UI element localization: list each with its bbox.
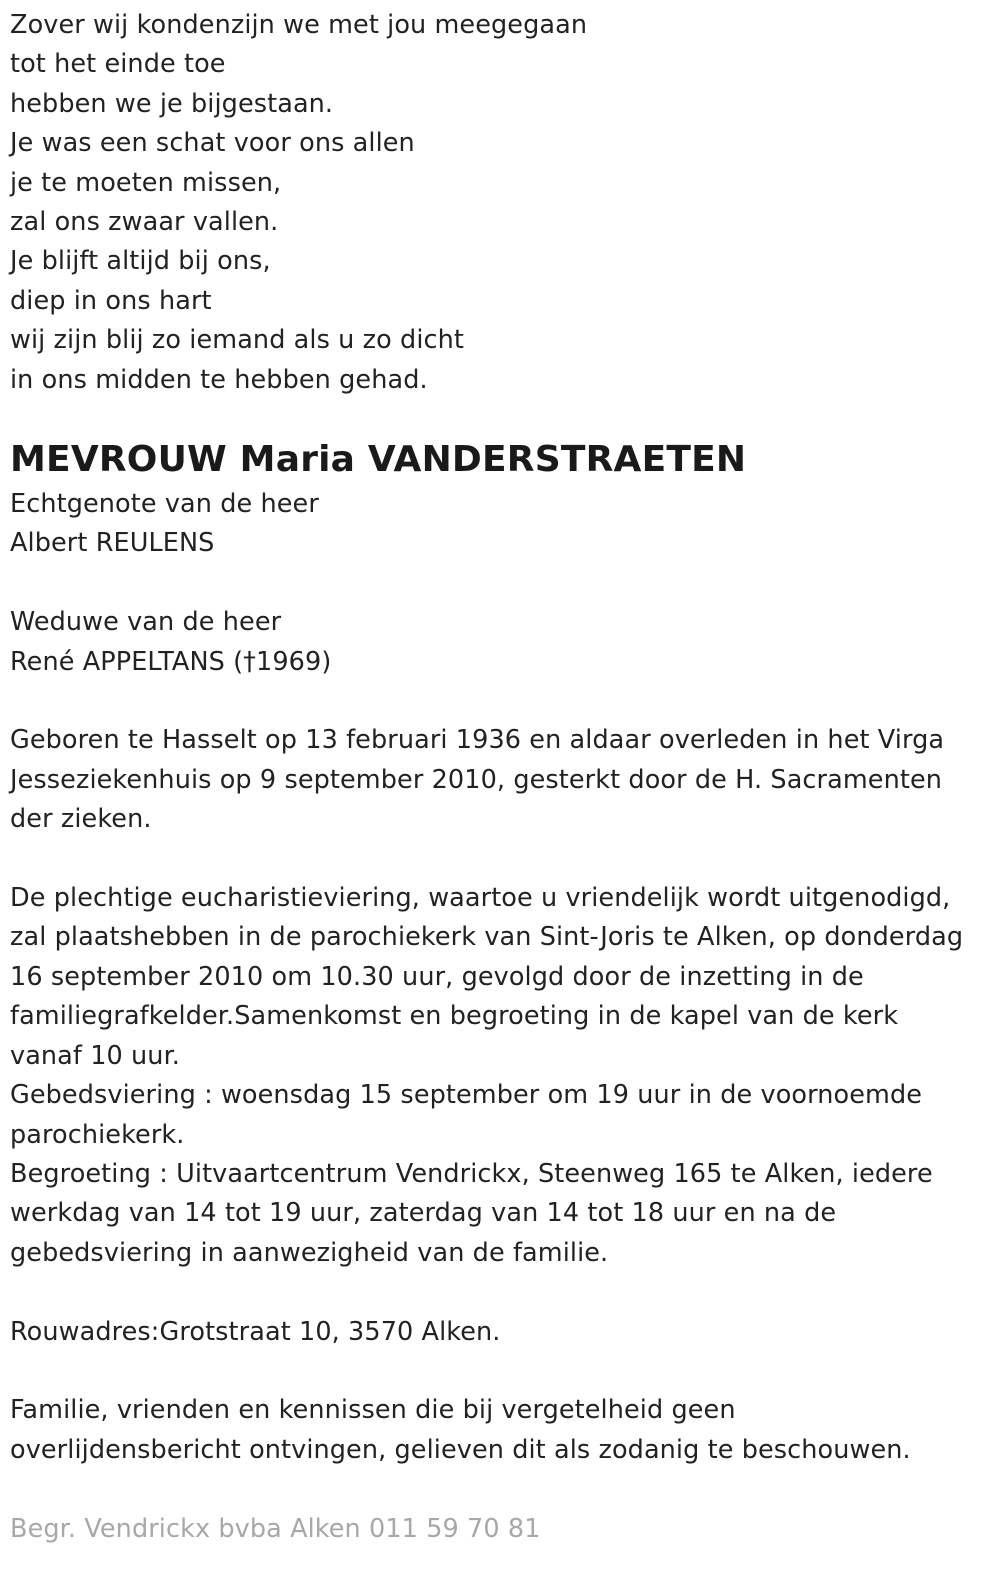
deceased-name: MEVROUW Maria VANDERSTRAETEN <box>10 439 747 481</box>
poem-line: wij zijn blij zo iemand als u zo dicht <box>10 325 464 356</box>
paragraph-line: Familie, vrienden en kennissen die bij vergetelheid geen <box>10 1395 736 1426</box>
paragraph-line: parochiekerk. <box>10 1119 185 1150</box>
funeral-home-credit: Begr. Vendrickx bvba Alken 011 59 70 81 <box>10 1513 541 1544</box>
paragraph-line: familiegrafkelder.Samenkomst en begroeting in de kapel van de kerk <box>10 1001 899 1032</box>
poem-line: je te moeten missen, <box>10 167 282 198</box>
paragraph-line: der zieken. <box>10 804 152 835</box>
footer <box>10 1510 985 1549</box>
paragraph-line: Gebedsviering : woensdag 15 september om 19 uur in de voornoemde <box>10 1080 923 1111</box>
paragraph-line: Jesseziekenhuis op 9 september 2010, gesterkt door de H. Sacramenten <box>10 764 942 795</box>
paragraph-line: overlijdensbericht ontvingen, gelieven dit als zodanig te beschouwen. <box>10 1434 911 1465</box>
paragraph-line: gebedsviering in aanwezigheid van de familie. <box>10 1237 609 1268</box>
mourning-address <box>10 1313 985 1352</box>
paragraph-line: Begroeting : Uitvaartcentrum Vendrickx, Steenweg 165 te Alken, iedere <box>10 1158 933 1189</box>
late-husband-name: René APPELTANS (†1969) <box>10 646 332 677</box>
paragraph-line: vanaf 10 uur. <box>10 1040 181 1071</box>
paragraph-line: werkdag van 14 tot 19 uur, zaterdag van 14 tot 18 uur en na de <box>10 1198 837 1229</box>
ceremony-paragraph <box>10 879 985 1273</box>
poem-line: diep in ons hart <box>10 285 212 316</box>
paragraph-line: Geboren te Hasselt op 13 februari 1936 en aldaar overleden in het Virga <box>10 725 945 756</box>
poem-line: zal ons zwaar vallen. <box>10 207 279 238</box>
poem-line: hebben we je bijgestaan. <box>10 88 334 119</box>
paragraph-line: zal plaatshebben in de parochiekerk van Sint-Joris te Alken, op donderdag <box>10 922 964 953</box>
address-line: Rouwadres:Grotstraat 10, 3570 Alken. <box>10 1316 501 1347</box>
spouse-name: Albert REULENS <box>10 528 215 559</box>
spouse-line: Echtgenote van de heer <box>10 489 319 520</box>
poem-line: Zover wij kondenzijn we met jou meegegaan <box>10 10 588 40</box>
poem-line: Je blijft altijd bij ons, <box>10 246 271 277</box>
spouse-block <box>10 485 985 564</box>
paragraph-line: De plechtige eucharistieviering, waartoe u vriendelijk wordt uitgenodigd, <box>10 883 951 914</box>
poem-line: in ons midden te hebben gehad. <box>10 364 428 395</box>
notice-paragraph <box>10 1391 985 1470</box>
poem-line: Je was een schat voor ons allen <box>10 128 415 159</box>
memorial-poem <box>10 6 985 400</box>
widow-block <box>10 603 985 682</box>
widow-line: Weduwe van de heer <box>10 607 282 638</box>
poem-line: tot het einde toe <box>10 49 226 80</box>
paragraph-line: 16 september 2010 om 10.30 uur, gevolgd door de inzetting in de <box>10 961 864 992</box>
obituary-document <box>10 6 985 1549</box>
birth-death-paragraph <box>10 721 985 839</box>
